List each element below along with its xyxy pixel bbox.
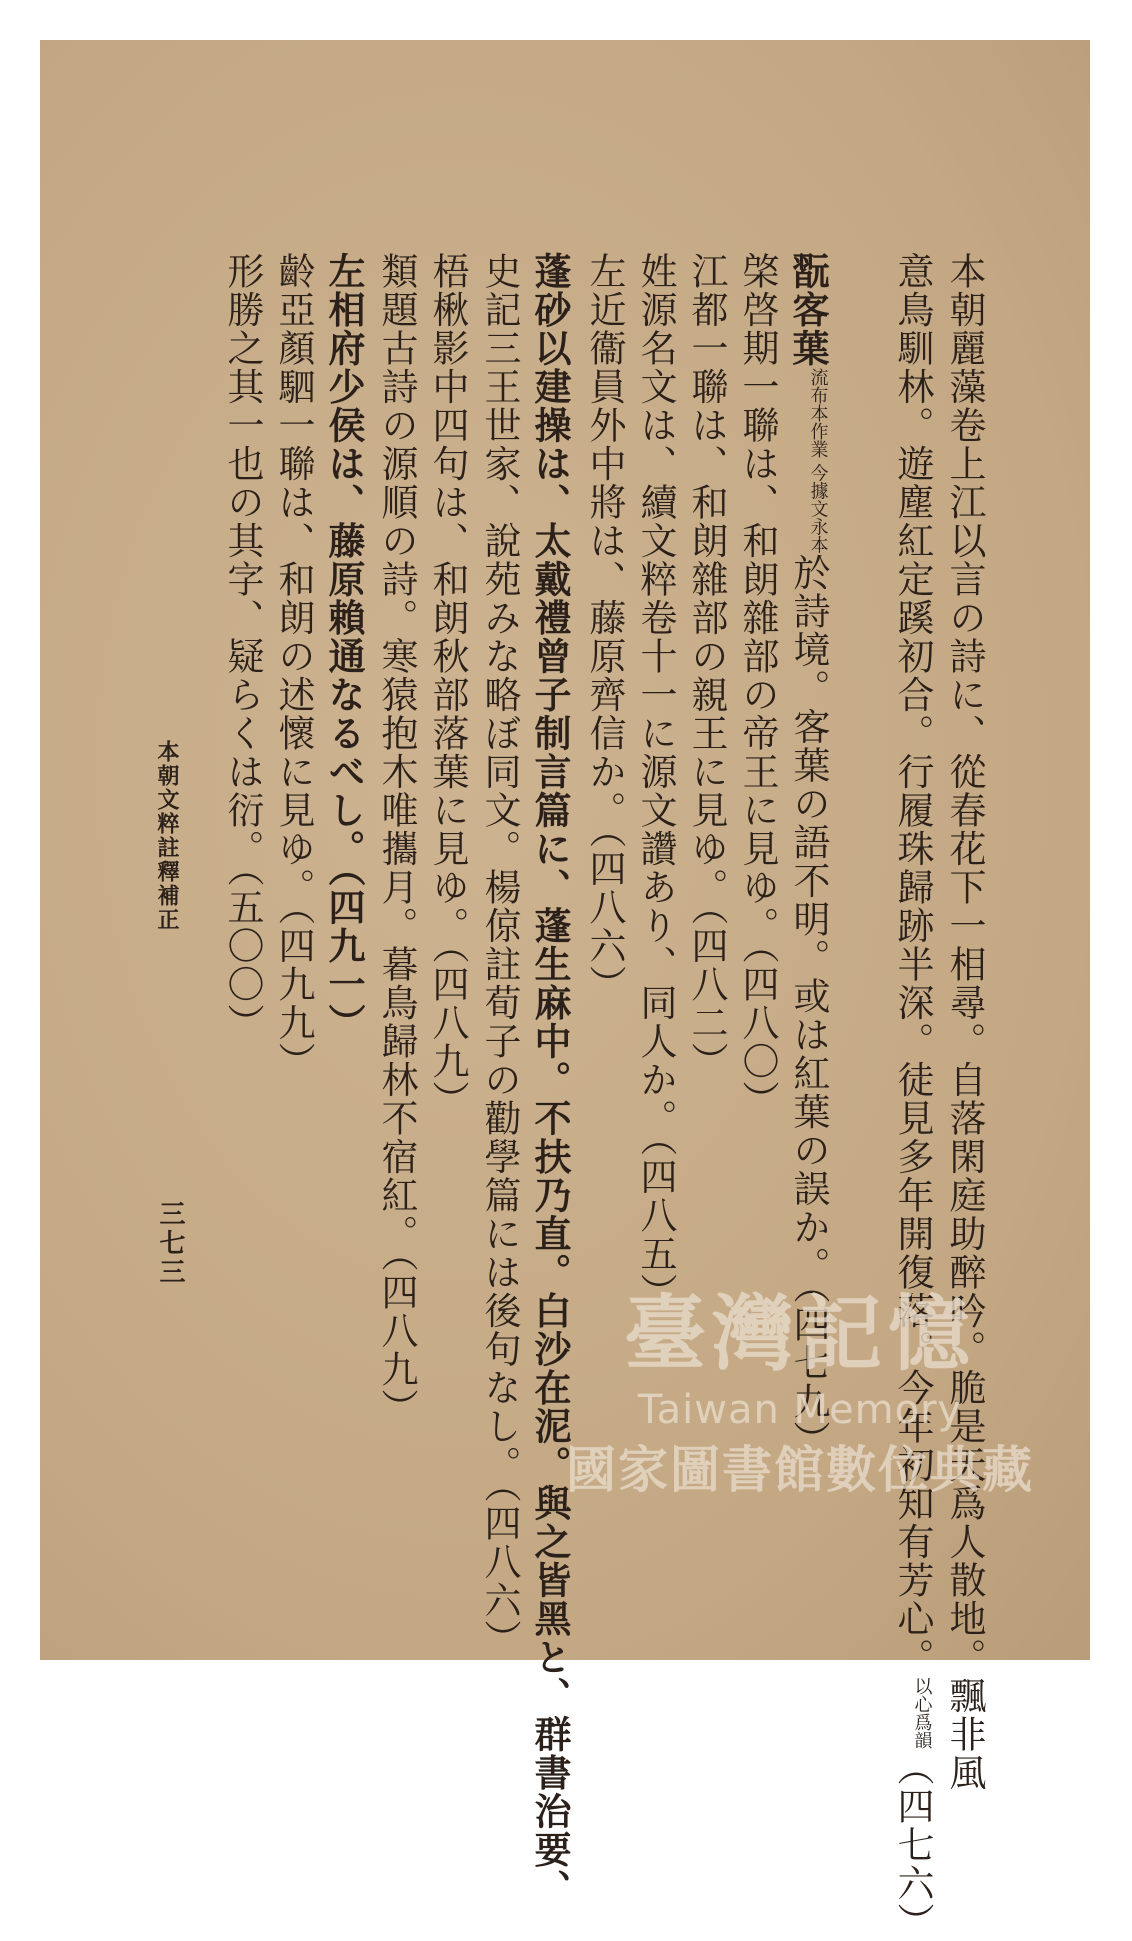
watermark-library: 國家圖書館數位典藏 bbox=[540, 1435, 1060, 1505]
column-3-note: 流布本作業 今據文永本 bbox=[807, 368, 829, 554]
column-5-text: 江都一聯は、和朗雜部の親王に見ゆ。（四八二） bbox=[685, 252, 728, 1081]
text-column-2 bbox=[886, 252, 938, 1941]
text-column-10 bbox=[421, 252, 473, 1119]
text-column-4 bbox=[731, 252, 783, 1119]
column-7-text: 左近衞員外中將は、藤原齊信か。（四八六） bbox=[583, 252, 626, 1004]
text-column-3 bbox=[782, 252, 834, 1459]
text-column-11 bbox=[370, 252, 422, 1427]
column-2-text: 意鳥馴林。遊塵紅定蹊初合。行履珠歸跡半深。徒見多年開復落。今年初知有芳心。 bbox=[891, 252, 934, 1677]
text-column-14 bbox=[216, 252, 268, 1042]
library-watermark bbox=[540, 1285, 1060, 1595]
page-number: 三七三 bbox=[152, 1200, 189, 1287]
column-13-text: 齡亞顏駟一聯は、和朗の述懷に見ゆ。（四九九） bbox=[272, 252, 315, 1081]
column-2-note: 以心爲韻 bbox=[911, 1677, 933, 1749]
column-2-number: （四七六） bbox=[891, 1749, 934, 1941]
column-8-text: 蓬砂以建操は、太戴禮曾子制言篇に、蓬生麻中。不扶乃直。白沙在泥。與之皆黑と、群書治要、 bbox=[528, 252, 572, 1908]
text-column-8 bbox=[524, 252, 576, 1908]
text-column-5 bbox=[680, 252, 732, 1081]
column-1-text: 本朝麗藻卷上江以言の詩に、從春花下一相尋。自落閑庭助醉吟。脆是天爲人散地。飄非風 bbox=[943, 252, 986, 1792]
column-11-text: 類題古詩の源順の詩。寒猿抱木唯攜月。暮鳥歸林不宿紅。（四八九） bbox=[375, 252, 418, 1427]
column-9-text: 史記三王世家、說苑みな略ぼ同文。楊倞註荀子の勸學篇には後句なし。（四八六） bbox=[478, 252, 521, 1658]
column-14-text: 形勝之其一也の其字、疑らくは衍。（五〇〇） bbox=[221, 252, 264, 1042]
column-3-body: 於詩境。客葉の語不明。或は紅葉の誤か。（四七九） bbox=[787, 553, 830, 1459]
column-6-text: 姓源名文は、續文粹卷十一に源文讚あり、同人か。（四八五） bbox=[634, 252, 677, 1312]
column-10-text: 梧楸影中四句は、和朗秋部落葉に見ゆ。（四八九） bbox=[426, 252, 469, 1119]
watermark-english: Taiwan Memory bbox=[540, 1385, 1060, 1435]
scanned-page bbox=[40, 40, 1090, 1660]
watermark-chinese: 臺灣記憶 bbox=[540, 1285, 1060, 1385]
text-column-7 bbox=[578, 252, 630, 1004]
column-12-text: 左相府少侯は、藤原賴通なるべし。（四九一） bbox=[322, 252, 366, 1042]
column-4-text: 棨啓期一聯は、和朗雜部の帝王に見ゆ。（四八〇） bbox=[736, 252, 779, 1119]
column-3-heading: 翫客葉 bbox=[786, 252, 830, 368]
text-column-13 bbox=[267, 252, 319, 1081]
text-column-9 bbox=[473, 252, 525, 1658]
text-column-6 bbox=[629, 252, 681, 1312]
running-title: 本朝文粹註釋補正 bbox=[152, 740, 183, 932]
text-column-12 bbox=[318, 252, 370, 1042]
